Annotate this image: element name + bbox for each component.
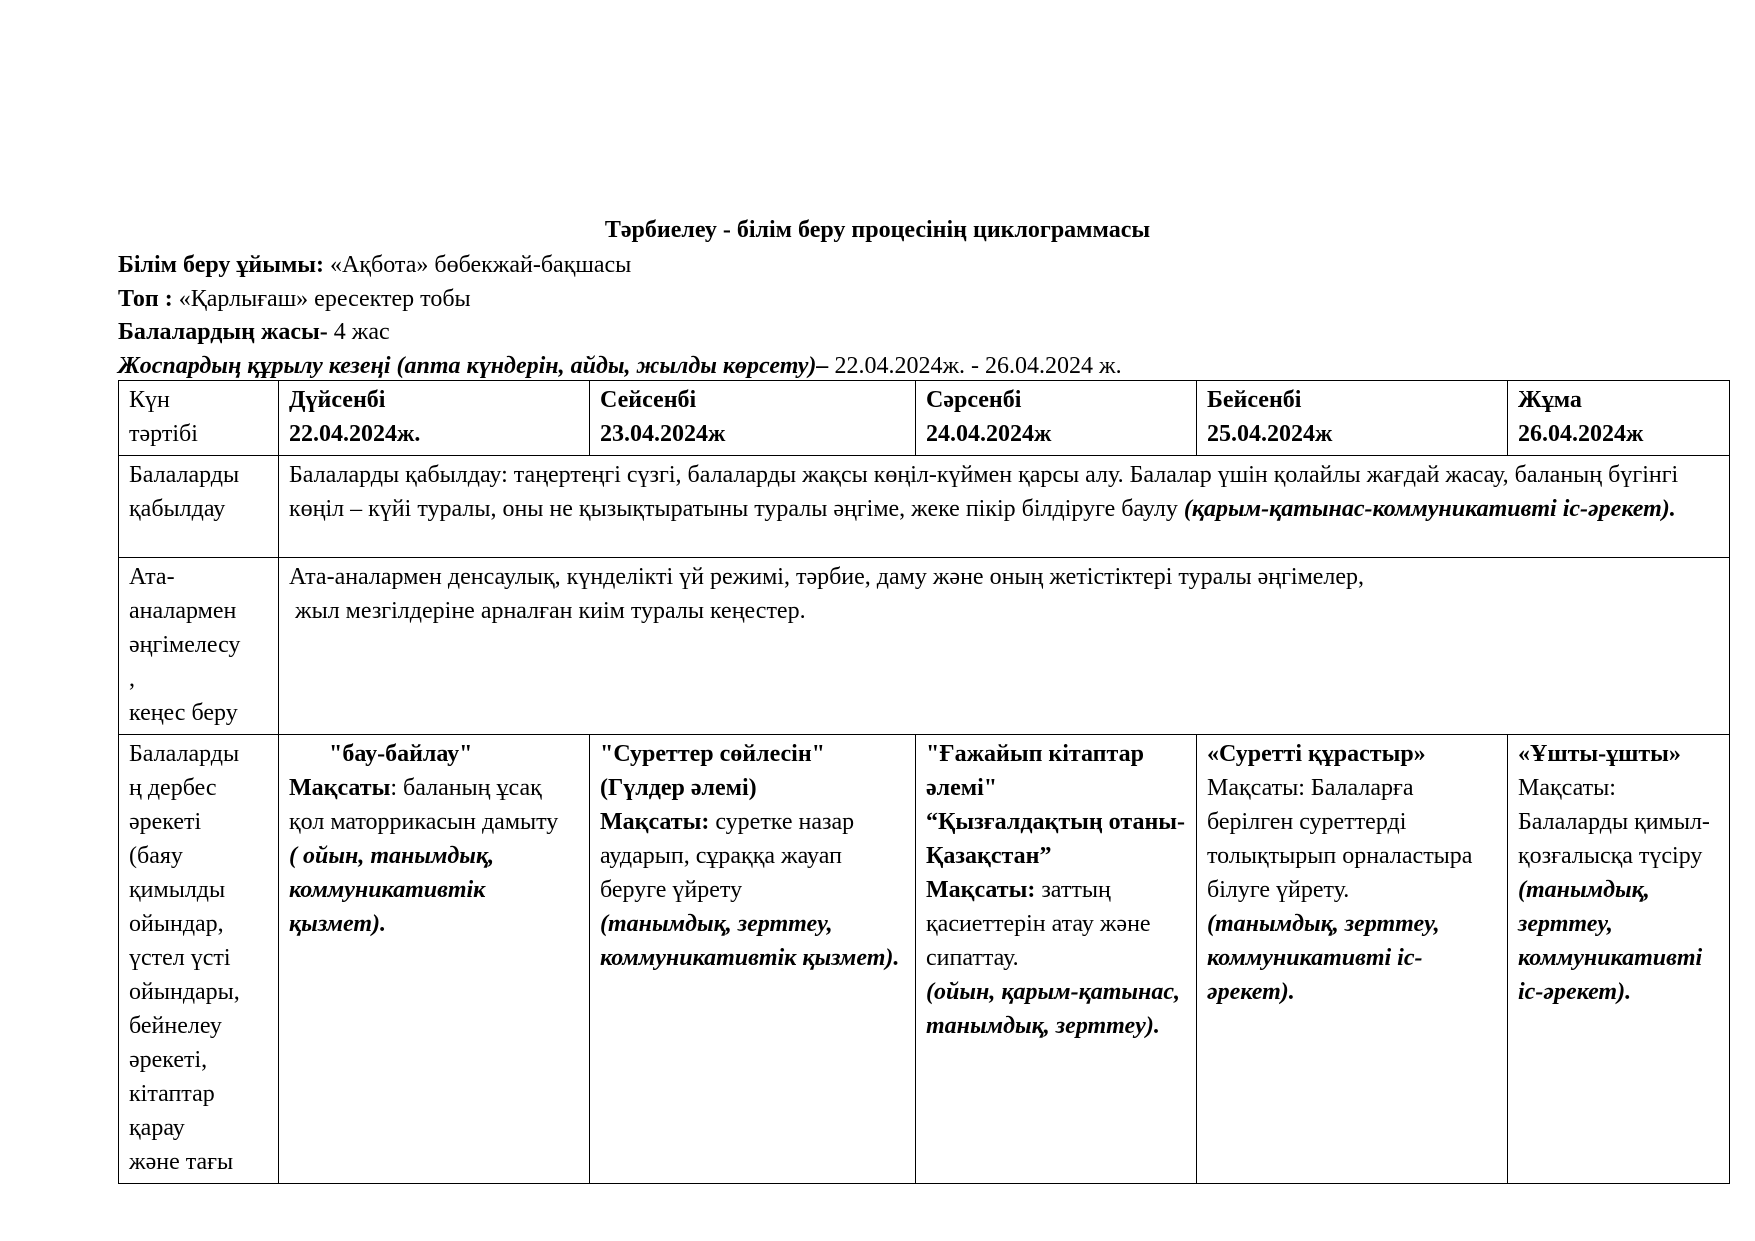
row-label-line: әңгімелесу — [129, 632, 241, 658]
header-label-line: Күн — [129, 387, 170, 413]
game-title: «Ұшты-ұшты» — [1518, 741, 1681, 767]
activity-row — [119, 735, 1730, 1184]
activity-type: (танымдық, зерттеу, коммуникативтік қызмет). — [600, 911, 900, 971]
group-value: «Қарлығаш» ересектер тобы — [172, 286, 471, 312]
row-label-line: әрекеті — [129, 809, 202, 835]
parents-text-line: Ата-аналармен денсаулық, күнделікті үй режимі, тәрбие, даму және оның жетістіктері туралы әңгімелер, — [289, 564, 1365, 590]
header-day-tuesday — [590, 381, 916, 456]
day-date: 26.04.2024ж — [1518, 421, 1644, 447]
row-label-line: Балаларды — [129, 462, 240, 488]
header-day-thursday — [1197, 381, 1508, 456]
goal-text: : баланың ұсақ қол маторрикасын дамыту — [289, 775, 559, 835]
game-title: «Суретті құрастыр» — [1207, 741, 1426, 767]
row-label-line: әрекеті, — [129, 1047, 208, 1073]
page-title: Тәрбиелеу - білім беру процесінің циклограммасы — [604, 217, 1151, 243]
game-subtitle: (Гүлдер әлемі) — [600, 775, 757, 801]
day-name: Жұма — [1518, 387, 1582, 413]
header-day-friday — [1508, 381, 1730, 456]
reception-activity-type: (қарым-қатынас-коммуникативті іс-әрекет). — [1183, 496, 1676, 522]
row-label-line: және тағы — [129, 1149, 234, 1175]
header-label-line: тәртібі — [129, 421, 198, 447]
row-label-line: Ата- — [129, 564, 175, 590]
row-label-line: қабылдау — [129, 496, 226, 522]
activity-type: (танымдық, зерттеу, коммуникативті іс-әрекет). — [1207, 911, 1440, 1005]
row-label-line: ң дербес — [129, 775, 217, 801]
activity-type: (ойын, қарым-қатынас, танымдық, зерттеу). — [926, 979, 1181, 1039]
goal-label: Мақсаты: — [926, 877, 1036, 903]
goal-text: Мақсаты: Балаларға берілген суреттерді толықтырып орналастыра білуге үйрету. — [1207, 775, 1473, 903]
goal-text: Мақсаты: Балаларды қимыл-қозғалысқа түсіру — [1518, 775, 1710, 869]
day-name: Бейсенбі — [1207, 387, 1302, 413]
activity-label — [119, 735, 279, 1184]
age-value: 4 жас — [327, 319, 390, 345]
row-label-line: кеңес беру — [129, 700, 238, 726]
day-date: 24.04.2024ж — [926, 421, 1052, 447]
day-name: Сейсенбі — [600, 387, 697, 413]
row-label-line: аналармен — [129, 598, 237, 624]
activity-cell-friday — [1508, 735, 1730, 1184]
row-label-line: ойындары, — [129, 979, 240, 1005]
org-line — [118, 250, 631, 280]
row-label-line: кітаптар — [129, 1081, 215, 1107]
day-name: Сәрсенбі — [926, 387, 1022, 413]
reception-content — [279, 456, 1730, 558]
header-first-col — [119, 381, 279, 456]
reception-label — [119, 456, 279, 558]
activity-cell-tuesday — [590, 735, 916, 1184]
day-date: 23.04.2024ж — [600, 421, 726, 447]
activity-cell-wednesday — [916, 735, 1197, 1184]
game-title: "Суреттер сөйлесін" — [600, 741, 825, 767]
day-date: 25.04.2024ж — [1207, 421, 1333, 447]
schedule-table — [118, 380, 1730, 1184]
day-date: 22.04.2024ж. — [289, 421, 421, 447]
activity-type: (танымдық, зерттеу, коммуникативті іс-әрекет). — [1518, 877, 1703, 1005]
group-label: Топ : — [118, 286, 173, 312]
row-label-line: қарау — [129, 1115, 185, 1141]
activity-type: ( ойын, танымдық, коммуникативтік қызмет). — [289, 843, 495, 937]
reception-row — [119, 456, 1730, 558]
period-value: 22.04.2024ж. - 26.04.2024 ж. — [828, 353, 1122, 379]
parents-text-line: жыл мезгілдеріне арналған киім туралы кеңестер. — [289, 598, 806, 624]
goal-text: заттың қасиеттерін атау және сипаттау. — [926, 877, 1151, 971]
period-label: Жоспардың құрылу кезеңі (апта күндерін, айды, жылды көрсету)– — [118, 353, 829, 379]
goal-label: Мақсаты: — [600, 809, 710, 835]
row-label-line: Балаларды — [129, 741, 240, 767]
row-label-line: , — [129, 666, 135, 692]
row-label-line: қимылды — [129, 877, 226, 903]
row-label-line: үстел үсті — [129, 945, 231, 971]
game-subtitle: “Қызғалдақтың отаны-Қазақстан” — [926, 809, 1186, 869]
parents-row — [119, 558, 1730, 735]
row-label-line: (баяу — [129, 843, 183, 869]
org-value: «Ақбота» бөбекжай-бақшасы — [324, 252, 632, 278]
game-title: "Ғажайып кітаптар әлемі" — [926, 741, 1144, 801]
game-title: "бау-байлау" — [329, 741, 473, 767]
goal-text: суретке назар аударып, сұраққа жауап беруге үйрету — [600, 809, 855, 903]
header-row — [119, 381, 1730, 456]
parents-content — [279, 558, 1730, 735]
reception-text: Балаларды қабылдау: таңертеңгі сүзгі, балаларды жақсы көңіл-күймен қарсы алу. Балалар үшін қолайлы жағдай жасау, баланың бүгінгі көңіл – күйі туралы, оны не қызықтыратыны туралы әңгіме, жеке пікір білдіруге баулу — [289, 462, 1679, 522]
day-name: Дүйсенбі — [289, 387, 386, 413]
activity-cell-thursday — [1197, 735, 1508, 1184]
header-day-wednesday — [916, 381, 1197, 456]
row-label-line: ойындар, — [129, 911, 224, 937]
age-line — [118, 317, 390, 347]
parents-label — [119, 558, 279, 735]
org-label: Білім беру ұйымы: — [118, 252, 325, 278]
goal-label: Мақсаты — [289, 775, 391, 801]
age-label: Балалардың жасы- — [118, 319, 328, 345]
activity-cell-monday — [279, 735, 590, 1184]
row-label-line: бейнелеу — [129, 1013, 222, 1039]
header-day-monday — [279, 381, 590, 456]
group-line — [118, 284, 471, 314]
period-line — [118, 351, 1122, 381]
